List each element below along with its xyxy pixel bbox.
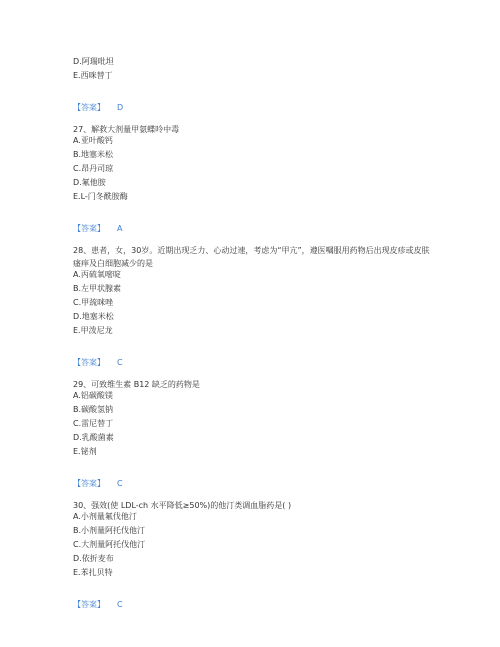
option-c: C.大剂量阿托伐他汀: [73, 540, 146, 549]
option-e: E.L-门冬酰胺酶: [73, 192, 128, 201]
option-a: A.铝碳酸镁: [73, 391, 113, 400]
answer-value: C: [117, 358, 123, 367]
option-e: E.甲泼尼龙: [73, 326, 113, 335]
answer-line: [73, 600, 433, 610]
answer-label: 【答案】: [73, 103, 105, 112]
option-d: D.地塞米松: [73, 312, 114, 321]
question-28: [73, 244, 433, 368]
answer-label: 【答案】: [73, 224, 105, 233]
option-c: C.甲巯咪唑: [73, 298, 114, 307]
question-30: [73, 499, 433, 610]
option-d: D.氟他胺: [73, 178, 106, 187]
answer-line: [73, 358, 433, 368]
option-c: C.昂丹司琼: [73, 164, 114, 173]
option-b: B.地塞米松: [73, 150, 114, 159]
answer-value: C: [117, 600, 123, 609]
question-continuation: [73, 57, 433, 113]
option-a: A.亚叶酸钙: [73, 136, 113, 145]
option-b: B.小剂量阿托伐他汀: [73, 526, 146, 535]
option-e: E.西咪替丁: [73, 71, 113, 80]
answer-line: [73, 224, 433, 234]
answer-label: 【答案】: [73, 479, 105, 488]
question-list: [73, 57, 433, 612]
option-d: D.依折麦布: [73, 554, 114, 563]
answer-label: 【答案】: [73, 600, 105, 609]
option-b: B.碳酸氢钠: [73, 405, 114, 414]
question-stem: 29、可致维生素 B12 缺乏的药物是: [73, 380, 200, 389]
option-d: D.乳酸菌素: [73, 433, 114, 442]
option-d: D.阿瑞吡坦: [73, 57, 114, 66]
question-stem: 27、解救大剂量甲氨蝶呤中毒: [73, 125, 180, 134]
option-a: A.小剂量氟伐他汀: [73, 512, 137, 521]
question-stem: 28、患者，女，30岁。近期出现乏力、心动过速，考虑为“甲亢”，遵医嘱服用药物后出现皮疹或皮肤瘙痒及白细胞减少的是: [73, 246, 430, 268]
question-stem: 30、强效(使 LDL-ch 水平降低≥50%)的他汀类调血脂药是( ): [73, 501, 292, 510]
option-b: B.左甲状腺素: [73, 284, 122, 293]
answer-line: [73, 479, 433, 489]
answer-value: C: [117, 479, 123, 488]
answer-value: A: [117, 224, 123, 233]
option-a: A.丙硫氧嘧啶: [73, 270, 121, 279]
answer-line: [73, 103, 433, 113]
answer-label: 【答案】: [73, 358, 105, 367]
answer-value: D: [117, 103, 124, 112]
option-e: E.苯扎贝特: [73, 568, 113, 577]
option-c: C.雷尼替丁: [73, 419, 114, 428]
option-e: E.铋剂: [73, 447, 97, 456]
question-29: [73, 378, 433, 489]
question-27: [73, 123, 433, 234]
